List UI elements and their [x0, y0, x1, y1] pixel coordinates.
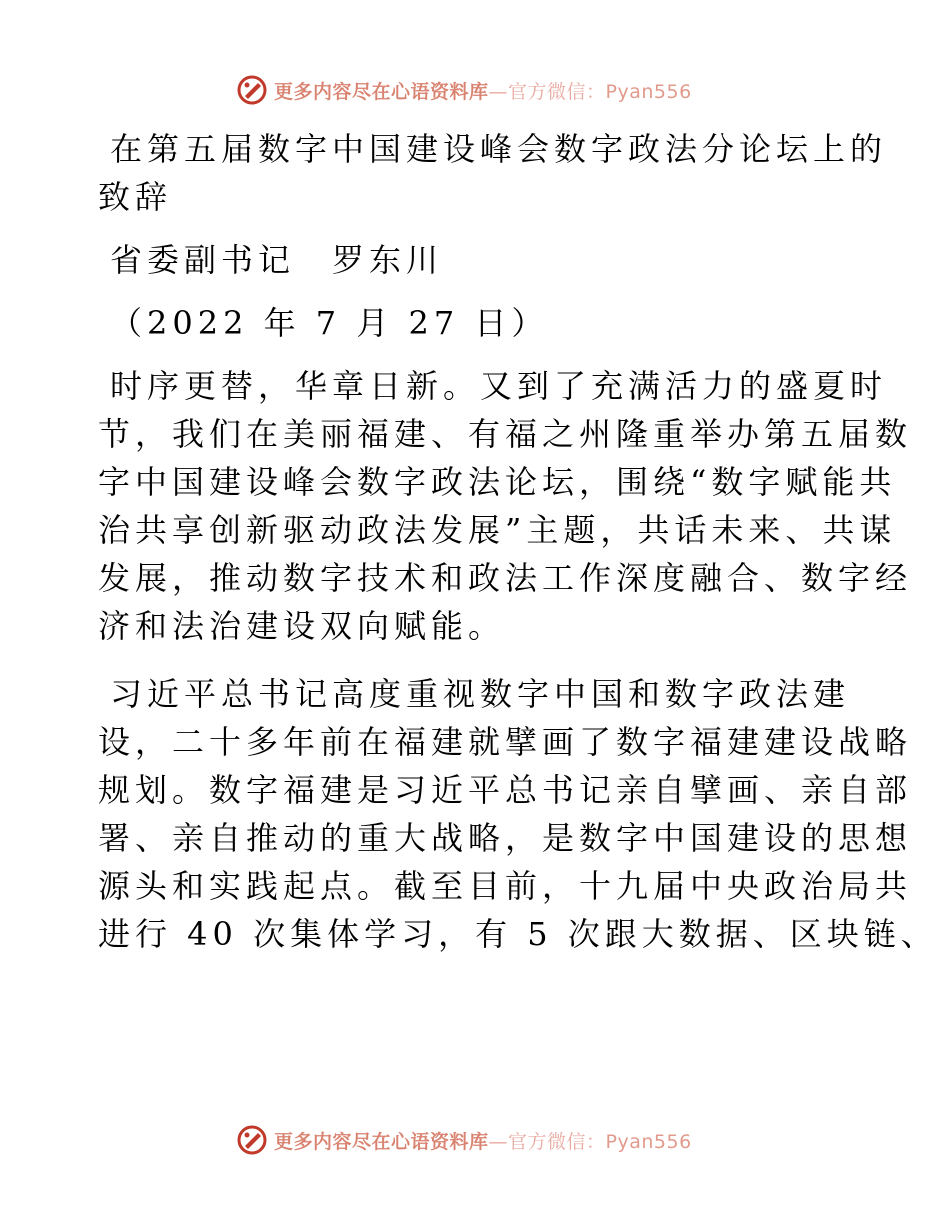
watermark-account: Pyan556: [605, 80, 692, 103]
watermark-label: 官方微信：: [508, 1130, 606, 1153]
document-title: [98, 125, 888, 221]
document-date: （2022 年 7 月 27 日）: [110, 304, 549, 342]
paragraph: [98, 670, 938, 958]
watermark-account: Pyan556: [605, 1130, 692, 1153]
title-line: 在第五届数字中国建设峰会数字政法分论坛上的: [110, 130, 888, 168]
paragraph-line: 署、亲自推动的重大战略，是数字中国建设的思想: [98, 819, 913, 857]
watermark-dash: —: [488, 1130, 509, 1153]
paragraph-line: 时序更替，华章日新。又到了充满活力的盛夏时: [110, 367, 888, 405]
paragraph-line: 发展，推动数字技术和政法工作深度融合、数字经: [98, 559, 913, 597]
document-body: [98, 125, 938, 958]
watermark-footer: [236, 1123, 692, 1157]
watermark-dash: —: [488, 80, 509, 103]
brand-logo-icon: [236, 74, 268, 106]
paragraph-line: 进行 40 次集体学习，有 5 次跟大数据、区块链、: [98, 915, 938, 953]
paragraph-line: 习近平总书记高度重视数字中国和数字政法建: [110, 675, 851, 713]
paragraph-line: 节，我们在美丽福建、有福之州隆重举办第五届数: [98, 415, 913, 453]
watermark-header: [236, 73, 692, 107]
paragraph-line: 源头和实践起点。截至目前，十九届中央政治局共: [98, 867, 913, 905]
paragraph-line: 设，二十多年前在福建就擘画了数字福建建设战略: [98, 723, 913, 761]
title-line: 致辞: [98, 178, 173, 216]
paragraph-line: 治共享创新驱动政法发展”主题，共话未来、共谋: [98, 511, 897, 549]
document-author: 省委副书记 罗东川: [110, 241, 444, 279]
paragraph-line: 规划。数字福建是习近平总书记亲自擘画、亲自部: [98, 771, 913, 809]
brand-logo-icon: [236, 1124, 268, 1156]
watermark-site: 更多内容尽在心语资料库: [274, 80, 489, 103]
watermark-site: 更多内容尽在心语资料库: [274, 1130, 489, 1153]
watermark-label: 官方微信：: [508, 80, 606, 103]
paragraph: [98, 362, 913, 650]
paragraph-line: 济和法治建设双向赋能。: [98, 607, 506, 645]
paragraph-line: 字中国建设峰会数字政法论坛，围绕“数字赋能共: [98, 463, 897, 501]
